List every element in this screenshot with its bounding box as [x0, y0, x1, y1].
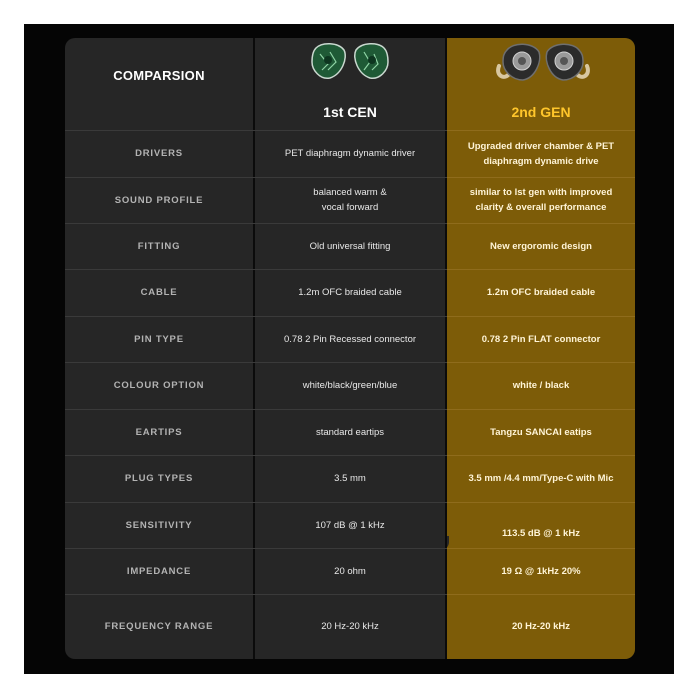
gen1-value: 107 dB @ 1 kHz: [315, 519, 385, 531]
row-frequency-range: [65, 594, 635, 659]
gen2-value: Upgraded driver chamber & PET diaphragm dynamic drive: [467, 140, 615, 167]
row-eartips: [65, 409, 635, 455]
row-pin-type: [65, 316, 635, 362]
gen2-earbud-right: [546, 44, 583, 80]
gen1-value: Old universal fitting: [309, 240, 391, 252]
gen1-earbud-left: [312, 44, 345, 79]
row-label: PLUG TYPES: [124, 473, 194, 484]
gen1-value: balanced warm & vocal forward: [313, 187, 387, 213]
row-label: FITTING: [137, 240, 181, 252]
gen2-value: 0.78 2 Pin FLAT connector: [481, 333, 601, 345]
gen1-value: standard eartips: [315, 426, 385, 438]
gen2-value: 113.5 dB @ 1 kHz: [502, 527, 580, 539]
row-label: COLOUR OPTION: [113, 380, 205, 391]
row-colour-option: [65, 362, 635, 409]
gen1-value: 3.5 mm: [334, 473, 366, 484]
row-label: SOUND PROFILE: [114, 194, 204, 206]
row-label: CABLE: [140, 287, 178, 298]
row-label: DRIVERS: [135, 148, 183, 159]
row-sensitivity: [65, 502, 635, 548]
row-label: FREQUENCY RANGE: [104, 621, 214, 632]
gen2-value: 19 Ω @ 1kHz 20%: [501, 565, 581, 577]
comparison-table: [65, 38, 635, 659]
row-fitting: [65, 223, 635, 269]
gen2-value: 1.2m OFC braided cable: [486, 287, 596, 298]
row-plug-types: [65, 455, 635, 502]
gen2-value: 20 Hz-20 kHz: [511, 621, 571, 632]
row-label: IMPEDANCE: [126, 565, 192, 577]
row-label: EARTIPS: [135, 426, 183, 438]
gen2-value: similar to lst gen with improved clarity & overall performance: [469, 187, 613, 213]
gen1-earbud-right: [355, 44, 388, 79]
gen1-value: 1.2m OFC braided cable: [298, 287, 402, 298]
row-sound-profile: [65, 177, 635, 223]
gen1-value: 0.78 2 Pin Recessed connector: [283, 333, 417, 345]
row-label: SENSITIVITY: [125, 519, 193, 531]
gen2-value: Tangzu SANCAI eatips: [490, 426, 592, 438]
gen1-value: 20 ohm: [334, 565, 366, 577]
row-label: PIN TYPE: [134, 333, 184, 345]
gen1-value: 20 Hz-20 kHz: [321, 621, 379, 632]
table-title: COMPARSION: [113, 68, 205, 83]
row-impedance: [65, 548, 635, 594]
row-drivers: [65, 130, 635, 177]
gen2-value: white / black: [512, 380, 570, 391]
gen2-earphones-image: [493, 40, 593, 90]
gen1-value: PET diaphragm dynamic driver: [284, 148, 416, 159]
gen2-value: New ergoromic design: [490, 240, 592, 252]
gen1-earphones-image: [308, 40, 392, 86]
gen2-earbud-left: [503, 44, 540, 80]
row-cable: [65, 269, 635, 316]
gen2-value: 3.5 mm /4.4 mm/Type-C with Mic: [468, 473, 614, 484]
gen1-heading: 1st CEN: [323, 104, 377, 120]
gen2-heading: 2nd GEN: [511, 104, 571, 120]
gen1-value: white/black/green/blue: [302, 380, 398, 391]
